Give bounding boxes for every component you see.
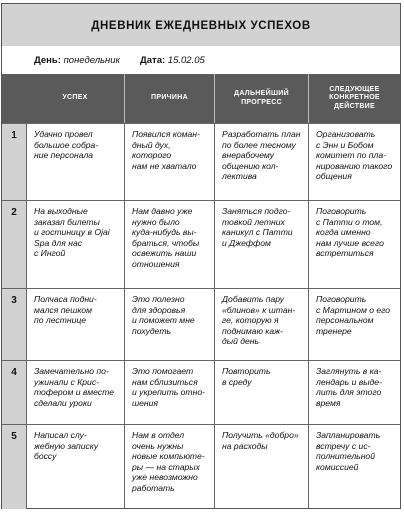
cell-reason: Это помогает нам сблизиться и укрепить отно- шения xyxy=(132,366,205,408)
cell-next-action: Запланировать встречу с ис- полнительной комиссией xyxy=(316,430,381,472)
cell-success: Полчаса подни- мался пешком по лестнице xyxy=(34,294,97,326)
table-row xyxy=(2,123,400,200)
day-value: понедельник xyxy=(63,55,121,66)
row-number: 2 xyxy=(2,201,26,288)
cell-next-action: Поговорить с Мартином о его персональном тренере xyxy=(316,294,391,336)
cell-reason: Это полезно для здоровья и поможет мне похудеть xyxy=(132,294,195,336)
column-header-reason: ПРИЧИНА xyxy=(151,94,188,102)
date-field xyxy=(140,55,205,66)
row-number: 5 xyxy=(2,425,26,509)
cell-progress: Заняться подго- товкой летних каникул с Патти и Джеффом xyxy=(222,206,293,248)
table-header xyxy=(2,74,400,123)
cell-reason: Нам в отдел очень нужны новые компьюте- ры — на старых уже невозможно работать xyxy=(132,430,205,493)
column-header-progress: ДАЛЬНЕЙШИЙ ПРОГРЕСС xyxy=(234,90,289,106)
page-title: ДНЕВНИК ЕЖЕДНЕВНЫХ УСПЕХОВ xyxy=(91,20,311,32)
table-row xyxy=(2,424,400,509)
cell-reason: Нам давно уже нужно было куда-нибудь вы- браться, чтобы освежить наши отношения xyxy=(132,206,200,269)
success-diary-table xyxy=(1,3,401,509)
cell-reason: Появился коман- дный дух, которого нам не хватало xyxy=(132,129,200,171)
cell-progress: Повторить в среду xyxy=(222,366,271,387)
table-row xyxy=(2,288,400,360)
date-value: 15.02.05 xyxy=(167,55,205,66)
cell-progress: Получить «добро» на расходы xyxy=(222,430,299,451)
cell-success: Замечательно по- ужинали с Крис- тофером и вместе сделали уроки xyxy=(34,366,115,408)
cell-success: Написал слу- жебную записку боссу xyxy=(34,430,99,462)
cell-progress: Добавить пару «блинов» к штан- ге, которую я поднимаю каж- дый день xyxy=(222,294,296,347)
table-row xyxy=(2,360,400,424)
meta-line xyxy=(2,46,400,74)
row-number: 3 xyxy=(2,289,26,360)
cell-progress: Разработать план по более тесному внерабочему общению кол- лектива xyxy=(222,129,301,182)
row-number: 1 xyxy=(2,124,26,200)
column-header-success: УСПЕХ xyxy=(62,94,88,102)
cell-next-action: Заглянуть в ка- лендарь и выде- лить для этого время xyxy=(316,366,382,408)
date-label: Дата: xyxy=(140,55,166,66)
cell-next-action: Организовать с Энн и Бобом комитет по пла- нированию такого общения xyxy=(316,129,393,182)
cell-next-action: Поговорить с Патти о том, когда именно нам лучше всего встретиться xyxy=(316,206,384,259)
row-number: 4 xyxy=(2,361,26,424)
day-field xyxy=(34,55,120,66)
column-header-next-action: СЛЕДУЮЩЕЕ КОНКРЕТНОЕ ДЕЙСТВИЕ xyxy=(329,85,380,110)
cell-success: Удачно провел большое собра- ние персонала xyxy=(34,129,99,161)
day-label: День: xyxy=(34,55,61,66)
table-row xyxy=(2,200,400,288)
cell-success: На выходные заказал билеты и гостиницу в Ojai Spa для нас с Ингой xyxy=(34,206,110,259)
title-band xyxy=(2,4,400,46)
